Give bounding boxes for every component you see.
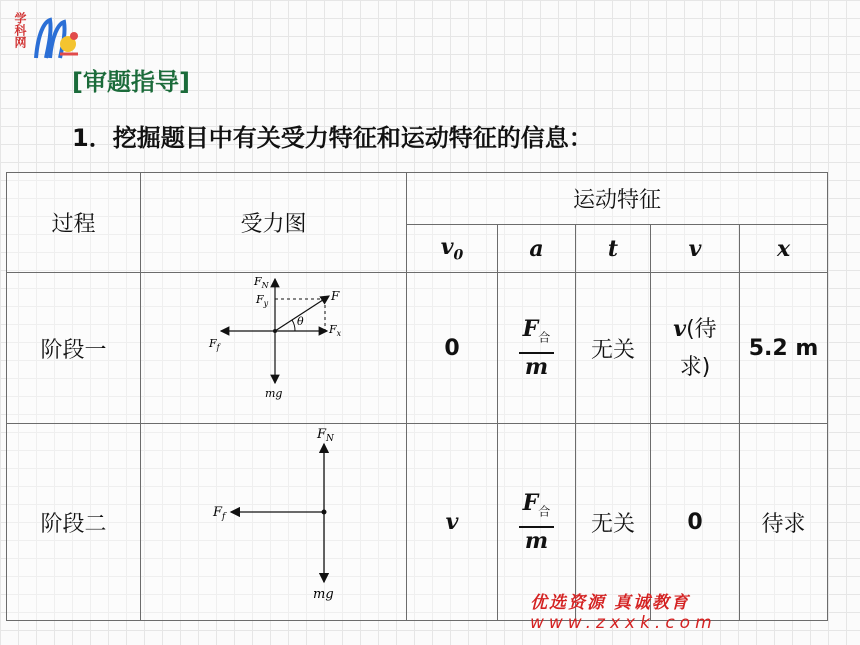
stage-one-v: v(待 求) [651,273,740,424]
stage-one-v0: 0 [407,273,498,424]
label-fx-1: $F_x$ [329,323,342,338]
force-diagram-2 [141,424,406,614]
stage-two-v: 0 [651,424,740,621]
table-row [7,273,828,424]
logo-side-text: 学科网 [13,12,27,48]
subtitle: 1．挖掘题目中有关受力特征和运动特征的信息： [72,124,593,152]
watermark-text: 优选资源 真诚教育 [530,593,690,613]
label-ff-2: $F_f$ [213,505,226,522]
header-v0: $v_0$ [407,225,498,273]
watermark-url: www.zxxk.com [530,613,717,633]
force-diagram-stage-two [141,424,407,621]
watermark [530,588,860,633]
label-mg-2: mg [313,587,334,602]
label-fn-1: $F_N$ [254,275,269,290]
section-title: [审题指导] [72,68,190,96]
header-t: t [576,225,651,273]
label-mg-1: mg [265,387,283,400]
stage-two-v0: v [407,424,498,621]
stage-one-label: 阶段一 [7,273,141,424]
label-fn-2: $F_N$ [317,427,334,444]
force-diagram-stage-one [141,273,407,424]
label-fy-1: $F_y$ [256,293,269,308]
stage-one-x: 5.2 m [740,273,828,424]
stage-two-x: 待求 [740,424,828,621]
header-force-diagram: 受力图 [141,173,407,273]
header-v: v [651,225,740,273]
label-theta-1: θ [297,315,304,328]
stage-two-t: 无关 [576,424,651,621]
header-a: a [498,225,576,273]
header-motion: 运动特征 [407,173,828,225]
label-ff-1: $F_f$ [209,337,220,352]
header-process: 过程 [7,173,141,273]
label-f-1: F [331,289,340,303]
header-x: x [740,225,828,273]
stage-one-t: 无关 [576,273,651,424]
force-diagram-1 [141,273,406,417]
logo [12,8,82,68]
stage-one-a: $\frac{F_合}{m}$ [498,273,576,424]
logo-art-icon [30,14,82,66]
motion-table [6,172,828,621]
stage-two-a: $\frac{F_合}{m}$ [498,424,576,621]
stage-two-label: 阶段二 [7,424,141,621]
